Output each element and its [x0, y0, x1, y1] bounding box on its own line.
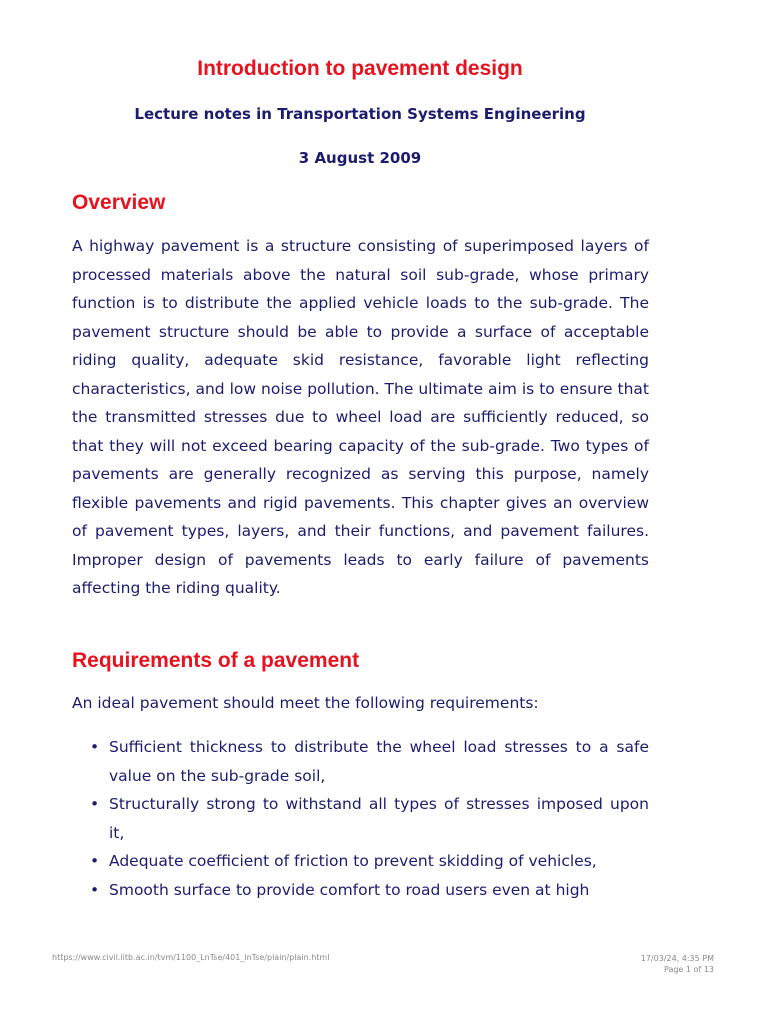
requirements-intro: An ideal pavement should meet the following requirements: [72, 694, 539, 712]
requirements-list [72, 733, 649, 904]
list-item-text: Sufficient thickness to distribute the wheel load stresses to a safe value on the sub-grade soil, [109, 738, 649, 785]
document-title: Introduction to pavement design [197, 57, 523, 80]
overview-heading: Overview [72, 191, 166, 214]
list-item-text: Smooth surface to provide comfort to road users even at high [109, 880, 590, 899]
bullet-icon: • [90, 795, 100, 813]
document-subtitle: Lecture notes in Transportation Systems Engineering [134, 105, 586, 123]
list-item [72, 876, 649, 905]
bullet-icon: • [90, 852, 100, 870]
list-item [72, 790, 649, 847]
bullet-icon: • [90, 738, 100, 756]
bullet-icon: • [90, 880, 100, 899]
overview-paragraph: A highway pavement is a structure consisting of superimposed layers of processed materials above the natural soil sub-grade, whose primary function is to distribute the applied vehicle loads to the sub-grade. The pavement structure should be able to provide a surface of acceptable riding quality, adequate skid resistance, favorable light reflecting characteristics, and low noise pollution. The ultimate aim is to ensure that the transmitted stresses due to wheel load are sufficiently reduced, so that they will not exceed bearing capacity of the sub-grade. Two types of pavements are generally recognized as serving this purpose, namely flexible pavements and rigid pavements. This chapter gives an overview of pavement types, layers, and their functions, and pavement failures. Improper design of pavements leads to early failure of pavements affecting the riding quality. [72, 237, 649, 597]
list-item-text: Adequate coefficient of friction to prevent skidding of vehicles, [109, 852, 597, 870]
footer-meta [641, 953, 714, 975]
footer-datetime: 17/03/24, 4:35 PM [640, 954, 714, 963]
list-item [72, 847, 649, 876]
requirements-heading: Requirements of a pavement [72, 649, 360, 672]
list-item [72, 733, 649, 790]
list-item-text: Structurally strong to withstand all types of stresses imposed upon it, [109, 795, 649, 842]
footer-url: https://www.civil.iitb.ac.in/tvm/1100_LnTse/401_lnTse/plain/plain.html [52, 953, 330, 962]
document-date: 3 August 2009 [298, 149, 422, 167]
footer-page-number: Page 1 of 13 [664, 965, 714, 974]
